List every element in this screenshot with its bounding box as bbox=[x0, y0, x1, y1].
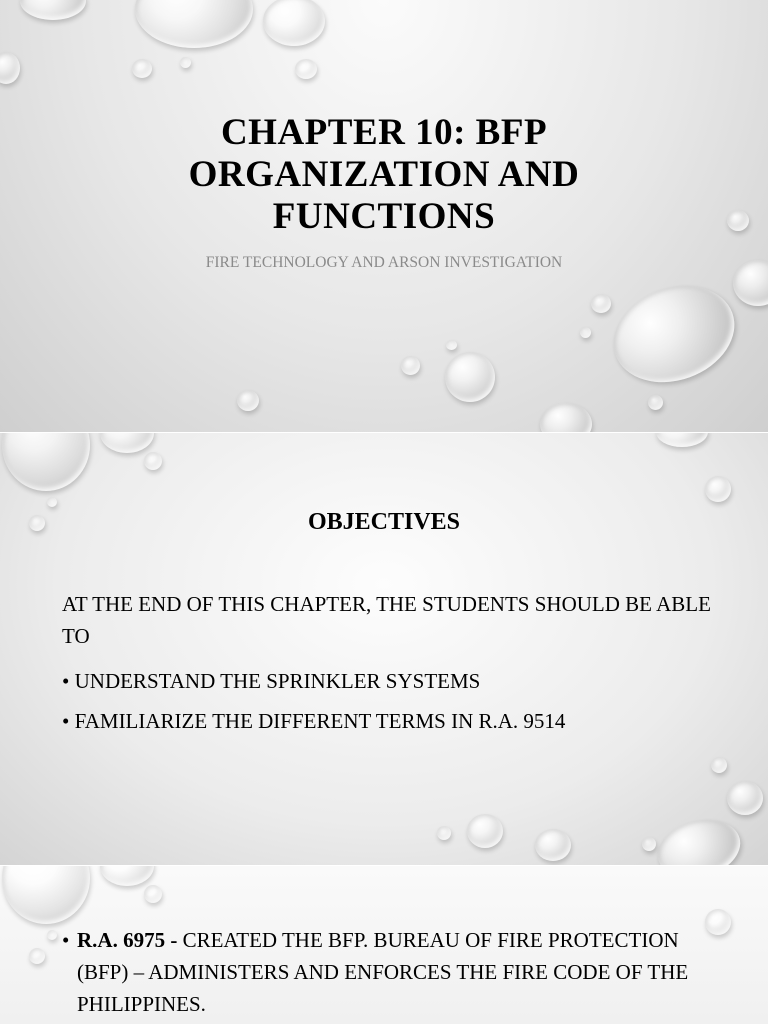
water-drop bbox=[600, 270, 748, 399]
water-drop bbox=[445, 352, 495, 402]
water-drop bbox=[705, 909, 731, 935]
water-drop bbox=[580, 327, 591, 338]
water-drop bbox=[651, 811, 747, 865]
water-drop bbox=[47, 930, 57, 940]
law-term: R.A. 6975 - bbox=[77, 928, 178, 952]
water-drop bbox=[727, 781, 763, 815]
list-item-text bbox=[62, 924, 702, 1020]
slide-title: CHAPTER 10: BFP ORGANIZATION AND FUNCTIONS bbox=[188, 112, 580, 237]
water-drop bbox=[144, 452, 162, 470]
bullet-symbol: • bbox=[62, 669, 70, 693]
list-item bbox=[62, 661, 722, 701]
objectives-list bbox=[62, 661, 722, 741]
water-drop bbox=[295, 59, 317, 79]
water-drop bbox=[535, 829, 571, 861]
title-slide bbox=[0, 0, 768, 432]
water-drop bbox=[132, 59, 152, 78]
slide-subtitle: FIRE TECHNOLOGY AND ARSON INVESTIGATION bbox=[205, 254, 563, 271]
objectives-heading: OBJECTIVES bbox=[307, 509, 461, 535]
water-drop bbox=[135, 0, 253, 48]
water-drop bbox=[711, 757, 727, 773]
water-drop bbox=[401, 356, 420, 375]
water-drop bbox=[540, 403, 592, 432]
list-item-text: FAMILIARIZE THE DIFFERENT TERMS IN R.A. 9514 bbox=[74, 709, 566, 733]
objectives-intro: AT THE END OF THIS CHAPTER, THE STUDENTS SHOULD BE ABLE TO bbox=[62, 592, 711, 648]
water-drop bbox=[467, 814, 503, 848]
water-drop bbox=[727, 210, 749, 231]
water-drop bbox=[705, 476, 731, 502]
water-drop bbox=[180, 57, 191, 68]
list-item-text: UNDERSTAND THE SPRINKLER SYSTEMS bbox=[74, 669, 481, 693]
water-drop bbox=[733, 260, 768, 306]
water-drop bbox=[2, 866, 90, 924]
bullet-symbol: • bbox=[62, 709, 70, 733]
content-slide bbox=[0, 866, 768, 1024]
water-drop bbox=[2, 433, 90, 491]
water-drop bbox=[29, 515, 45, 531]
ra-6975-bullet bbox=[62, 924, 702, 1020]
water-drop bbox=[263, 0, 325, 46]
water-drop bbox=[47, 497, 57, 507]
water-drop bbox=[437, 826, 451, 840]
water-drop bbox=[29, 948, 45, 964]
water-drop bbox=[648, 395, 663, 410]
water-drop bbox=[100, 866, 154, 886]
law-description: CREATED THE BFP. BUREAU OF FIRE PROTECTION (BFP) – ADMINISTERS AND ENFORCES THE FIRE CODE OF THE PHILIPPINES. bbox=[77, 928, 689, 1016]
water-drop bbox=[446, 340, 457, 350]
water-drop bbox=[237, 390, 259, 411]
water-drop bbox=[656, 433, 708, 447]
water-drop bbox=[100, 433, 154, 453]
bullet-symbol: • bbox=[62, 928, 70, 952]
objectives-slide bbox=[0, 433, 768, 865]
water-drop bbox=[144, 885, 162, 903]
water-drop bbox=[642, 837, 656, 851]
water-drop bbox=[20, 0, 86, 20]
list-item bbox=[62, 701, 722, 741]
water-drop bbox=[0, 52, 20, 84]
water-drop bbox=[591, 294, 611, 313]
